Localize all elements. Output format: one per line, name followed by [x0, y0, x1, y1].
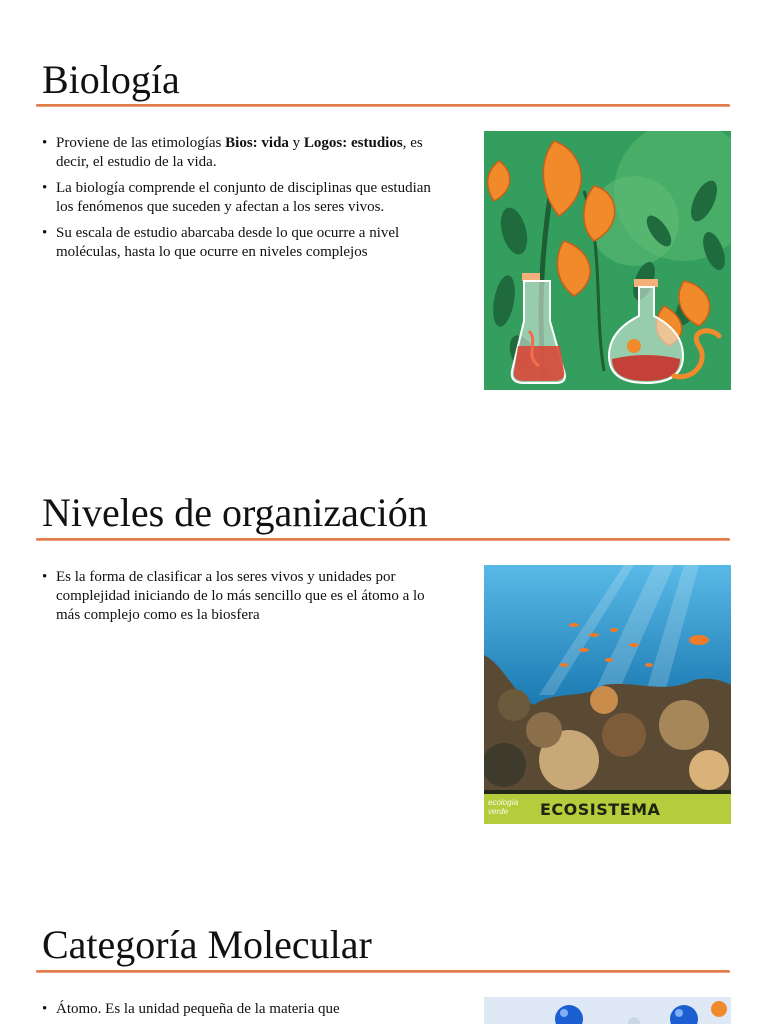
slide-title: Biología	[42, 57, 180, 102]
bullet-text: Su escala de estudio abarcaba desde lo que ocurre a nivel moléculas, hasta lo que ocurre en niveles complejos	[56, 225, 400, 260]
title-underline	[36, 970, 730, 973]
bullet-bold-text: Bios: vida	[225, 135, 289, 151]
ecosystem-caption: ECOSISTEMA	[540, 800, 661, 819]
bullet-text: y	[288, 135, 304, 151]
bullet-bold-text: Logos: estudios	[303, 135, 403, 151]
bullet-text: Proviene de las etimologías	[56, 135, 226, 151]
bullet-list	[42, 1000, 452, 1026]
slide-title: Niveles de organización	[42, 490, 428, 535]
bullet-text: La biología comprende el conjunto de disciplinas que estudian los fenómenos que suceden y afectan a los seres vivos.	[56, 180, 431, 215]
bullet-item	[42, 1000, 452, 1019]
bullet-text: , es decir, el estudio de la vida.	[56, 135, 423, 170]
bullet-text: Es la forma de clasificar a los seres vivos y unidades por complejidad iniciando de lo más sencillo que es el átomo a lo más complejo como es la biosfera	[56, 569, 425, 623]
molecule-image	[484, 997, 731, 1024]
slide-title: Categoría Molecular	[42, 922, 372, 967]
bullet-text: Átomo. Es la unidad pequeña de la materia que	[56, 1001, 340, 1017]
molecule-spheres-photo-icon	[484, 997, 731, 1024]
logo-text: ecología verde	[488, 798, 519, 816]
